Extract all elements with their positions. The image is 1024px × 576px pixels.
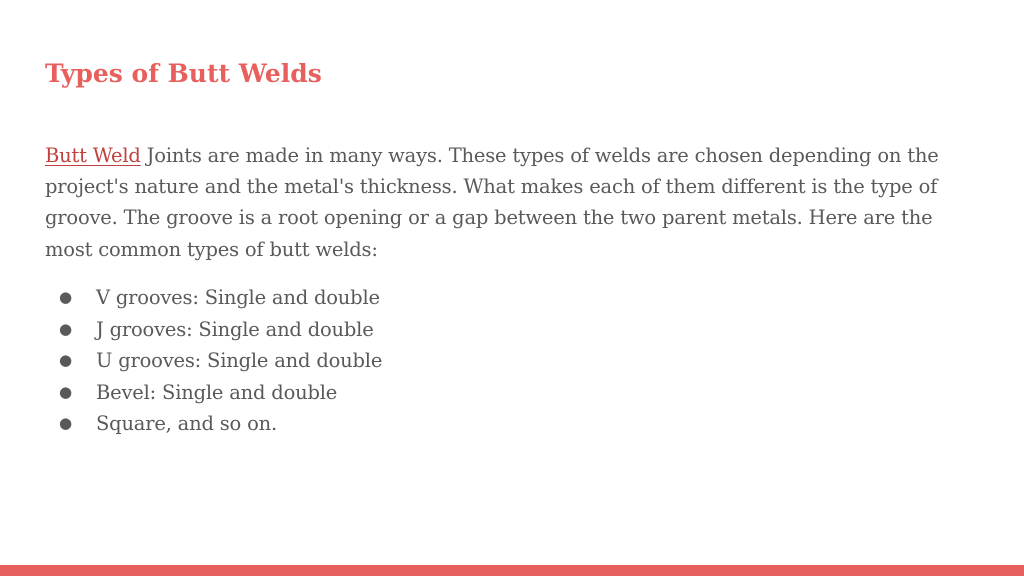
list-item [45, 282, 382, 314]
list-item [45, 408, 382, 440]
slide-title: Types of Butt Welds [45, 59, 322, 88]
list-item [45, 314, 382, 346]
list-item [45, 377, 382, 409]
butt-weld-link[interactable]: Butt Weld [45, 144, 141, 167]
list-item-text: J grooves: Single and double [96, 317, 374, 341]
bullet-icon: ● [59, 382, 72, 401]
list-item-text: V grooves: Single and double [96, 286, 380, 309]
bullet-icon: ● [59, 351, 72, 369]
bullet-icon: ● [59, 414, 72, 432]
intro-text: Joints are made in many ways. These types of welds are chosen depending on the project's nature and the metal's thickness. What makes each of them different is the type of groove. The groove is a root opening or a gap between the two parent metals. Here are the most common types of butt welds: [45, 144, 939, 261]
list-item [45, 345, 382, 377]
bullet-icon: ● [59, 288, 72, 306]
list-item-text: U grooves: Single and double [96, 349, 383, 372]
list-item-text: Bevel: Single and double [96, 380, 338, 404]
weld-types-list [45, 282, 382, 440]
footer-accent-bar [0, 565, 1024, 576]
list-item-text: Square, and so on. [96, 412, 277, 435]
bullet-icon: ● [59, 319, 72, 338]
intro-paragraph [45, 140, 985, 265]
